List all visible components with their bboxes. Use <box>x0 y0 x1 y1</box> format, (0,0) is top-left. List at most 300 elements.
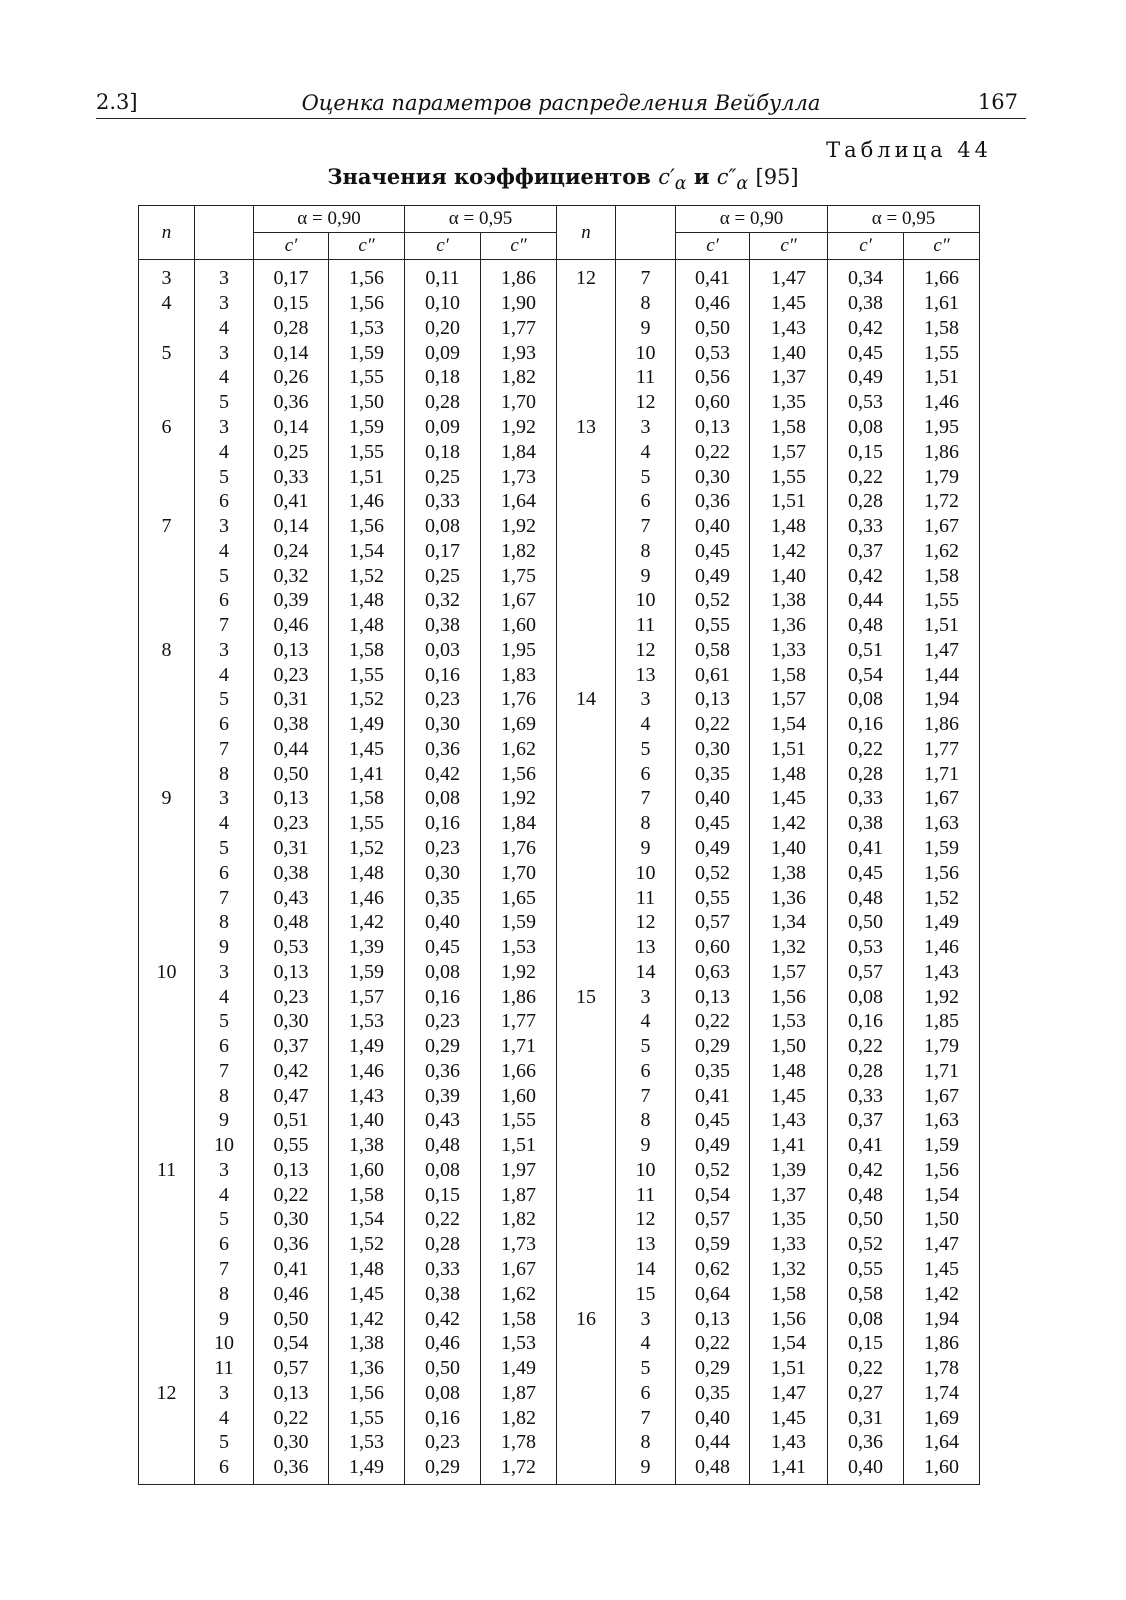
cell-left-c2-090: 1,48 <box>329 860 405 885</box>
cell-left-n <box>139 1207 195 1232</box>
cell-right-c1-090: 0,41 <box>676 260 750 291</box>
cell-left-k: 3 <box>195 637 254 662</box>
cell-left-c1-090: 0,51 <box>254 1108 329 1133</box>
cell-left-k: 8 <box>195 1083 254 1108</box>
cell-right-c1-095: 0,28 <box>828 489 904 514</box>
cell-left-n <box>139 935 195 960</box>
cell-right-n <box>557 538 616 563</box>
table-row <box>139 860 980 885</box>
cell-left-k: 3 <box>195 340 254 365</box>
cell-right-c1-095: 0,16 <box>828 1009 904 1034</box>
cell-left-c1-095: 0,28 <box>405 390 481 415</box>
cell-left-k: 7 <box>195 737 254 762</box>
cell-left-k: 9 <box>195 1108 254 1133</box>
cell-right-c1-095: 0,31 <box>828 1405 904 1430</box>
cell-right-k: 8 <box>616 1430 676 1455</box>
running-head <box>96 82 1026 119</box>
cell-right-c1-095: 0,51 <box>828 637 904 662</box>
cell-left-k: 3 <box>195 959 254 984</box>
cell-left-c1-095: 0,35 <box>405 885 481 910</box>
cell-left-c2-095: 1,84 <box>481 439 557 464</box>
cell-right-c2-095: 1,49 <box>904 910 980 935</box>
cell-left-c1-095: 0,10 <box>405 291 481 316</box>
cell-right-n <box>557 1331 616 1356</box>
cell-right-c1-095: 0,45 <box>828 340 904 365</box>
cell-right-k: 13 <box>616 1232 676 1257</box>
cell-right-c2-095: 1,86 <box>904 439 980 464</box>
cell-left-c1-095: 0,15 <box>405 1182 481 1207</box>
table-row <box>139 563 980 588</box>
cell-right-c1-090: 0,35 <box>676 761 750 786</box>
cell-right-c2-090: 1,45 <box>750 1405 828 1430</box>
cell-right-n <box>557 365 616 390</box>
cell-right-c1-090: 0,45 <box>676 1108 750 1133</box>
header-n-left: n <box>139 206 195 260</box>
cell-right-n <box>557 761 616 786</box>
cell-left-c1-090: 0,13 <box>254 786 329 811</box>
cell-left-n <box>139 1133 195 1158</box>
cell-left-c2-090: 1,46 <box>329 489 405 514</box>
cell-left-k: 4 <box>195 538 254 563</box>
cell-right-k: 6 <box>616 1380 676 1405</box>
cell-right-n <box>557 613 616 638</box>
cell-left-c2-095: 1,58 <box>481 1306 557 1331</box>
cell-left-c1-095: 0,18 <box>405 439 481 464</box>
table-row <box>139 260 980 291</box>
header-k-left <box>195 206 254 260</box>
cell-right-n <box>557 935 616 960</box>
cell-right-k: 3 <box>616 1306 676 1331</box>
cell-right-c1-095: 0,15 <box>828 439 904 464</box>
cell-right-c1-095: 0,58 <box>828 1281 904 1306</box>
cell-right-c2-090: 1,48 <box>750 761 828 786</box>
cell-right-c2-090: 1,48 <box>750 1059 828 1084</box>
cell-left-c1-095: 0,16 <box>405 811 481 836</box>
table-row <box>139 514 980 539</box>
table-row <box>139 291 980 316</box>
cell-right-c2-095: 1,46 <box>904 935 980 960</box>
cell-right-n <box>557 1083 616 1108</box>
cell-right-n: 12 <box>557 260 616 291</box>
cell-right-k: 10 <box>616 340 676 365</box>
cell-left-c1-090: 0,57 <box>254 1356 329 1381</box>
cell-right-c1-090: 0,60 <box>676 390 750 415</box>
cell-left-n: 12 <box>139 1380 195 1405</box>
cell-right-n <box>557 1405 616 1430</box>
cell-right-c2-095: 1,66 <box>904 260 980 291</box>
cell-left-c1-095: 0,23 <box>405 836 481 861</box>
cell-right-c1-090: 0,53 <box>676 340 750 365</box>
cell-right-c1-090: 0,40 <box>676 1405 750 1430</box>
cell-left-c2-095: 1,60 <box>481 1083 557 1108</box>
cell-left-c2-090: 1,59 <box>329 340 405 365</box>
cell-left-c1-095: 0,45 <box>405 935 481 960</box>
cell-right-c2-095: 1,74 <box>904 1380 980 1405</box>
cell-left-c1-090: 0,30 <box>254 1009 329 1034</box>
cell-right-c2-090: 1,43 <box>750 1108 828 1133</box>
cell-left-k: 3 <box>195 291 254 316</box>
cell-right-n <box>557 588 616 613</box>
cell-right-c1-095: 0,52 <box>828 1232 904 1257</box>
table-row <box>139 662 980 687</box>
cell-left-k: 7 <box>195 885 254 910</box>
cell-left-c2-090: 1,56 <box>329 514 405 539</box>
table-row <box>139 613 980 638</box>
table-row <box>139 786 980 811</box>
cell-left-c1-090: 0,36 <box>254 1455 329 1484</box>
cell-left-c2-095: 1,67 <box>481 588 557 613</box>
cell-left-c2-090: 1,58 <box>329 637 405 662</box>
cell-right-n <box>557 662 616 687</box>
cell-right-c1-090: 0,30 <box>676 464 750 489</box>
cell-left-c2-095: 1,73 <box>481 464 557 489</box>
cell-right-n <box>557 712 616 737</box>
cell-left-k: 6 <box>195 1232 254 1257</box>
cell-left-n <box>139 1281 195 1306</box>
cell-left-n <box>139 687 195 712</box>
cell-left-c2-095: 1,92 <box>481 786 557 811</box>
cell-right-c2-090: 1,37 <box>750 365 828 390</box>
cell-left-k: 6 <box>195 1034 254 1059</box>
cell-right-n <box>557 786 616 811</box>
cell-left-k: 5 <box>195 836 254 861</box>
cell-left-n <box>139 365 195 390</box>
cell-right-c2-090: 1,43 <box>750 316 828 341</box>
cell-right-k: 4 <box>616 1009 676 1034</box>
cell-left-k: 10 <box>195 1331 254 1356</box>
cell-right-c2-095: 1,72 <box>904 489 980 514</box>
cell-left-c1-090: 0,22 <box>254 1405 329 1430</box>
cell-right-c2-090: 1,42 <box>750 538 828 563</box>
cell-left-c1-090: 0,47 <box>254 1083 329 1108</box>
cell-right-c2-090: 1,36 <box>750 613 828 638</box>
cell-left-c1-090: 0,36 <box>254 1232 329 1257</box>
cell-right-k: 15 <box>616 1281 676 1306</box>
cell-left-c1-095: 0,20 <box>405 316 481 341</box>
cell-right-c1-095: 0,42 <box>828 316 904 341</box>
cell-left-c1-095: 0,08 <box>405 514 481 539</box>
cell-left-c2-095: 1,69 <box>481 712 557 737</box>
cell-right-c2-095: 1,61 <box>904 291 980 316</box>
cell-right-c1-090: 0,55 <box>676 885 750 910</box>
cell-left-n <box>139 464 195 489</box>
table-row <box>139 1059 980 1084</box>
cell-left-n <box>139 1331 195 1356</box>
cell-left-c2-090: 1,55 <box>329 662 405 687</box>
coefficients-table <box>138 205 980 1485</box>
cell-right-k: 7 <box>616 786 676 811</box>
cell-right-k: 9 <box>616 1133 676 1158</box>
cell-left-c1-090: 0,36 <box>254 390 329 415</box>
cell-left-c2-090: 1,54 <box>329 538 405 563</box>
cell-right-c2-095: 1,47 <box>904 1232 980 1257</box>
cell-right-k: 7 <box>616 514 676 539</box>
cell-right-c1-090: 0,22 <box>676 712 750 737</box>
cell-right-c1-095: 0,38 <box>828 291 904 316</box>
cell-left-c1-090: 0,23 <box>254 984 329 1009</box>
cell-right-c2-090: 1,58 <box>750 662 828 687</box>
cell-right-c2-095: 1,94 <box>904 1306 980 1331</box>
cell-right-n <box>557 836 616 861</box>
cell-right-c2-090: 1,40 <box>750 563 828 588</box>
cell-right-c1-090: 0,13 <box>676 415 750 440</box>
cell-right-c1-095: 0,08 <box>828 1306 904 1331</box>
cell-left-c1-095: 0,32 <box>405 588 481 613</box>
table-row <box>139 1380 980 1405</box>
table-row <box>139 885 980 910</box>
cell-left-c1-095: 0,40 <box>405 910 481 935</box>
cell-right-c2-095: 1,45 <box>904 1257 980 1282</box>
cell-right-c2-090: 1,51 <box>750 737 828 762</box>
cell-right-c1-090: 0,36 <box>676 489 750 514</box>
cell-right-c1-095: 0,28 <box>828 1059 904 1084</box>
header-c-double: c″ <box>904 233 980 260</box>
cell-right-k: 10 <box>616 1158 676 1183</box>
cell-right-c1-095: 0,28 <box>828 761 904 786</box>
cell-left-c2-090: 1,53 <box>329 1009 405 1034</box>
cell-left-c2-095: 1,82 <box>481 1405 557 1430</box>
cell-right-c1-090: 0,22 <box>676 439 750 464</box>
table-row <box>139 811 980 836</box>
cell-left-c1-095: 0,09 <box>405 340 481 365</box>
cell-right-k: 3 <box>616 984 676 1009</box>
cell-left-k: 5 <box>195 1430 254 1455</box>
cell-left-k: 4 <box>195 662 254 687</box>
cell-right-c2-090: 1,56 <box>750 984 828 1009</box>
cell-right-n <box>557 811 616 836</box>
cell-left-k: 5 <box>195 687 254 712</box>
cell-right-k: 7 <box>616 260 676 291</box>
cell-right-c1-090: 0,41 <box>676 1083 750 1108</box>
cell-right-c1-095: 0,36 <box>828 1430 904 1455</box>
cell-right-c2-090: 1,51 <box>750 1356 828 1381</box>
cell-left-c1-095: 0,30 <box>405 712 481 737</box>
cell-left-n <box>139 885 195 910</box>
table-row <box>139 538 980 563</box>
cell-left-n <box>139 563 195 588</box>
cell-left-c1-095: 0,36 <box>405 1059 481 1084</box>
cell-right-n: 14 <box>557 687 616 712</box>
cell-left-c2-095: 1,82 <box>481 365 557 390</box>
cell-left-c2-090: 1,57 <box>329 984 405 1009</box>
cell-left-c2-095: 1,56 <box>481 761 557 786</box>
cell-left-c1-090: 0,33 <box>254 464 329 489</box>
cell-right-n <box>557 885 616 910</box>
cell-right-c2-090: 1,33 <box>750 1232 828 1257</box>
cell-left-c2-095: 1,82 <box>481 1207 557 1232</box>
cell-right-c2-095: 1,55 <box>904 588 980 613</box>
cell-left-c2-090: 1,52 <box>329 1232 405 1257</box>
cell-left-n <box>139 662 195 687</box>
cell-right-c1-090: 0,40 <box>676 514 750 539</box>
cell-left-c1-095: 0,33 <box>405 489 481 514</box>
cell-right-c1-095: 0,27 <box>828 1380 904 1405</box>
cell-left-c2-090: 1,49 <box>329 1034 405 1059</box>
table-row <box>139 1356 980 1381</box>
cell-left-c2-090: 1,36 <box>329 1356 405 1381</box>
table-row <box>139 1158 980 1183</box>
cell-left-c2-095: 1,72 <box>481 1455 557 1484</box>
cell-left-k: 7 <box>195 613 254 638</box>
cell-right-c2-095: 1,56 <box>904 860 980 885</box>
cell-left-c1-090: 0,55 <box>254 1133 329 1158</box>
cell-left-c2-095: 1,84 <box>481 811 557 836</box>
cell-left-n <box>139 811 195 836</box>
cell-right-n <box>557 439 616 464</box>
cell-right-c2-095: 1,92 <box>904 984 980 1009</box>
cell-left-c1-095: 0,03 <box>405 637 481 662</box>
cell-right-c1-095: 0,37 <box>828 1108 904 1133</box>
cell-left-n <box>139 860 195 885</box>
table-caption <box>0 164 1126 194</box>
cell-left-k: 3 <box>195 415 254 440</box>
cell-right-n <box>557 1158 616 1183</box>
cell-right-c1-095: 0,15 <box>828 1331 904 1356</box>
table-label: Таблица 44 <box>826 138 992 162</box>
cell-right-n: 16 <box>557 1306 616 1331</box>
cell-left-c1-095: 0,50 <box>405 1356 481 1381</box>
cell-right-n <box>557 737 616 762</box>
cell-right-c1-090: 0,57 <box>676 1207 750 1232</box>
cell-right-k: 5 <box>616 737 676 762</box>
cell-left-k: 8 <box>195 761 254 786</box>
cell-right-c2-090: 1,45 <box>750 1083 828 1108</box>
cell-right-c2-090: 1,58 <box>750 415 828 440</box>
cell-left-c2-090: 1,43 <box>329 1083 405 1108</box>
cell-right-c1-090: 0,49 <box>676 1133 750 1158</box>
cell-right-c1-095: 0,48 <box>828 885 904 910</box>
cell-right-n <box>557 1380 616 1405</box>
cell-right-c2-095: 1,94 <box>904 687 980 712</box>
header-n-right: n <box>557 206 616 260</box>
cell-left-n <box>139 613 195 638</box>
table-row <box>139 1207 980 1232</box>
cell-left-c1-090: 0,46 <box>254 1281 329 1306</box>
cell-right-c2-095: 1,55 <box>904 340 980 365</box>
cell-left-c2-090: 1,55 <box>329 1405 405 1430</box>
table-row <box>139 1232 980 1257</box>
cell-right-c1-095: 0,44 <box>828 588 904 613</box>
cell-right-c1-090: 0,45 <box>676 811 750 836</box>
cell-right-n <box>557 340 616 365</box>
cell-left-c1-090: 0,22 <box>254 1182 329 1207</box>
cell-left-n <box>139 1430 195 1455</box>
header-c-double: c″ <box>481 233 557 260</box>
cell-right-c1-090: 0,29 <box>676 1356 750 1381</box>
cell-right-n <box>557 390 616 415</box>
cell-left-c1-090: 0,54 <box>254 1331 329 1356</box>
cell-right-c1-095: 0,45 <box>828 860 904 885</box>
cell-right-c1-090: 0,62 <box>676 1257 750 1282</box>
cell-left-n <box>139 1182 195 1207</box>
cell-right-c2-090: 1,34 <box>750 910 828 935</box>
cell-right-k: 12 <box>616 637 676 662</box>
cell-right-k: 11 <box>616 1182 676 1207</box>
cell-left-c2-090: 1,50 <box>329 390 405 415</box>
cell-left-c2-095: 1,82 <box>481 538 557 563</box>
cell-left-c1-090: 0,25 <box>254 439 329 464</box>
table-row <box>139 1281 980 1306</box>
cell-left-n: 6 <box>139 415 195 440</box>
table-row <box>139 390 980 415</box>
cell-right-k: 6 <box>616 489 676 514</box>
cell-right-c1-090: 0,57 <box>676 910 750 935</box>
cell-left-c2-095: 1,59 <box>481 910 557 935</box>
table-row <box>139 1034 980 1059</box>
cell-right-n <box>557 464 616 489</box>
cell-right-k: 11 <box>616 885 676 910</box>
cell-right-c2-090: 1,58 <box>750 1281 828 1306</box>
cell-right-k: 3 <box>616 687 676 712</box>
cell-left-n <box>139 1083 195 1108</box>
cell-left-c2-095: 1,78 <box>481 1430 557 1455</box>
cell-right-c2-095: 1,67 <box>904 786 980 811</box>
cell-right-c2-095: 1,58 <box>904 316 980 341</box>
table-row <box>139 761 980 786</box>
cell-left-c1-090: 0,23 <box>254 662 329 687</box>
cell-right-k: 6 <box>616 761 676 786</box>
cell-left-k: 5 <box>195 390 254 415</box>
cell-right-c1-095: 0,55 <box>828 1257 904 1282</box>
cell-right-c1-090: 0,56 <box>676 365 750 390</box>
cell-right-k: 9 <box>616 563 676 588</box>
cell-left-c2-090: 1,48 <box>329 1257 405 1282</box>
cell-right-c2-090: 1,43 <box>750 1430 828 1455</box>
cell-left-k: 8 <box>195 1281 254 1306</box>
cell-right-n <box>557 316 616 341</box>
cell-right-n <box>557 637 616 662</box>
cell-left-c1-090: 0,46 <box>254 613 329 638</box>
cell-left-n <box>139 910 195 935</box>
cell-left-n: 8 <box>139 637 195 662</box>
cell-left-c2-095: 1,53 <box>481 935 557 960</box>
table-row <box>139 1430 980 1455</box>
cell-left-k: 4 <box>195 365 254 390</box>
cell-right-n <box>557 1182 616 1207</box>
cell-right-c2-090: 1,37 <box>750 1182 828 1207</box>
cell-right-c2-090: 1,54 <box>750 712 828 737</box>
cell-right-c1-095: 0,54 <box>828 662 904 687</box>
cell-left-k: 8 <box>195 910 254 935</box>
cell-right-c2-090: 1,57 <box>750 687 828 712</box>
cell-right-c1-090: 0,60 <box>676 935 750 960</box>
header-c-prime: c′ <box>405 233 481 260</box>
cell-left-k: 3 <box>195 1380 254 1405</box>
cell-right-c1-090: 0,30 <box>676 737 750 762</box>
cell-right-k: 9 <box>616 1455 676 1484</box>
header-alpha-090-right: α = 0,90 <box>676 206 828 233</box>
cell-right-c2-095: 1,52 <box>904 885 980 910</box>
cell-left-c1-090: 0,15 <box>254 291 329 316</box>
cell-left-c1-090: 0,48 <box>254 910 329 935</box>
cell-left-n <box>139 390 195 415</box>
table-row <box>139 489 980 514</box>
cell-left-c2-090: 1,38 <box>329 1133 405 1158</box>
cell-left-c2-090: 1,46 <box>329 885 405 910</box>
caption-symbol-c-double: $c''_\alpha$ <box>716 165 749 195</box>
cell-right-c2-090: 1,41 <box>750 1455 828 1484</box>
cell-left-c1-090: 0,14 <box>254 514 329 539</box>
cell-left-c2-090: 1,60 <box>329 1158 405 1183</box>
cell-left-n <box>139 1356 195 1381</box>
cell-right-c1-090: 0,64 <box>676 1281 750 1306</box>
table-row <box>139 687 980 712</box>
cell-right-k: 8 <box>616 1108 676 1133</box>
cell-left-c2-095: 1,87 <box>481 1380 557 1405</box>
cell-left-c1-090: 0,41 <box>254 1257 329 1282</box>
cell-left-c1-095: 0,23 <box>405 1009 481 1034</box>
table-row <box>139 910 980 935</box>
